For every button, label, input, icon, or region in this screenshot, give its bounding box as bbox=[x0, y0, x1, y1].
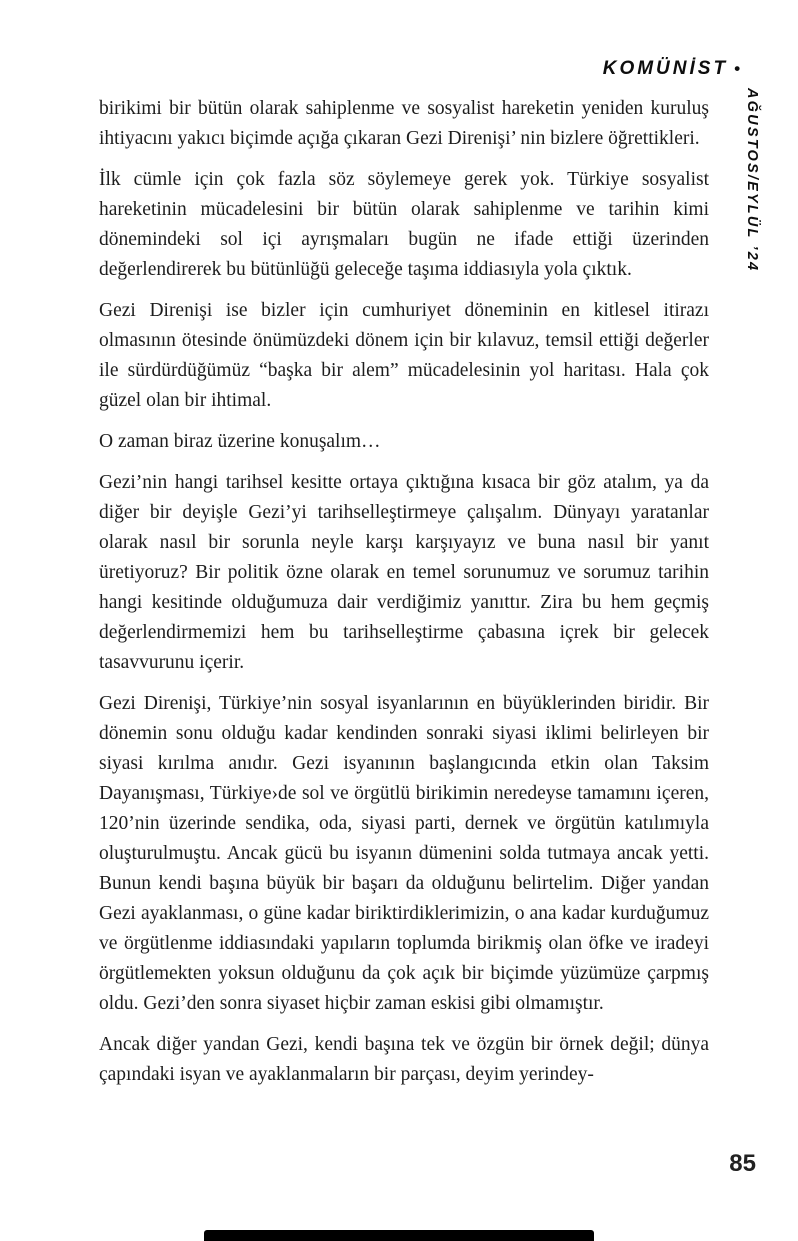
paragraph: birikimi bir bütün olarak sahiplenme ve sosyalist hareketin yeniden kuruluş ihtiyacını yakıcı biçimde açığa çıkaran Gezi Direnişi’ nin bizlere öğrettikleri. bbox=[99, 98, 709, 149]
paragraph: O zaman biraz üzerine konuşalım… bbox=[99, 431, 381, 452]
home-indicator-bar[interactable] bbox=[204, 1230, 594, 1241]
page-number: 85 bbox=[729, 1150, 756, 1177]
paragraph: İlk cümle için çok fazla söz söylemeye gerek yok. Türkiye sosyalist hareketinin mücadelesini bir bütün olarak sahiplenme ve tarihin kimi dönemindeki sol içi ayrışmaları bugün ne ifade ettiği üzerinden değerlendirerek bu bütünlüğü geleceğe taşıma iddiasıyla yola çıktık. bbox=[99, 169, 709, 280]
issue-date-label: AĞUSTOS/EYLÜL ’24 bbox=[744, 88, 760, 273]
paragraph: Gezi Direnişi ise bizler için cumhuriyet döneminin en kitlesel itirazı olmasının ötesinde önümüzdeki dönem için bir kılavuz, temsil ettiği değerler ile sürdürdüğümüz “başka bir alem” mücadelesinin yol haritası. Hala çok güzel olan bir ihtimal. bbox=[99, 300, 709, 411]
paragraph: Gezi Direnişi, Türkiye’nin sosyal isyanlarının en büyüklerinden biridir. Bir dönemin sonu olduğu kadar kendinden sonraki siyasi iklimi belirleyen bir siyasi kırılma anıdır. Gezi isyanının başlangıcında etkin olan Taksim Dayanışması, Türkiye›de sol ve örgütlü birikimin neredeyse tamamını içeren, 120’nin üzerinde sendika, oda, siyasi parti, dernek ve örgütün katılımıyla oluşturulmuştu. Ancak gücü bu isyanın dümenini solda tutmaya ancak yetti. Bunun kendi başına büyük bir başarı da olduğunu belirtelim. Diğer yandan Gezi ayaklanması, o güne kadar biriktirdiklerimizin, o ana kadar kurduğumuz ve örgütlenme iddiasındaki yapıların toplumda birikmiş olan öfke ve iradeyi örgütlemekten yoksun olduğunu da çok açık bir biçimde yüzümüze çarpmış oldu. Gezi’den sonra siyaset hiçbir zaman eskisi gibi olmamıştır. bbox=[99, 693, 709, 1014]
article-body bbox=[99, 94, 709, 1101]
magazine-title: KOMÜNİST bbox=[602, 58, 729, 79]
running-head bbox=[0, 58, 740, 80]
paragraph: Ancak diğer yandan Gezi, kendi başına tek ve özgün bir örnek değil; dünya çapındaki isyan ve ayaklanmaların bir parçası, deyim yerindey- bbox=[99, 1034, 709, 1085]
bullet-icon: • bbox=[734, 59, 740, 78]
paragraph: Gezi’nin hangi tarihsel kesitte ortaya çıktığına kısaca bir göz atalım, ya da diğer bir deyişle Gezi’yi tarihselleştirmeye çalışalım. Dünyayı yaratanlar olarak nasıl bir sorunla neyle karşı karşıyayız ve buna nasıl bir yanıt üretiyoruz? Bir politik özne olarak en temel sorunumuz ve sorumuz tarihin hangi kesitinde olduğumuza dair verdiğimiz yanıttır. Zira bu hem geçmiş değerlendirmemizi hem bu tarihselleştirme çabasına içrek bir gelecek tasavvurunu içerir. bbox=[99, 472, 709, 673]
